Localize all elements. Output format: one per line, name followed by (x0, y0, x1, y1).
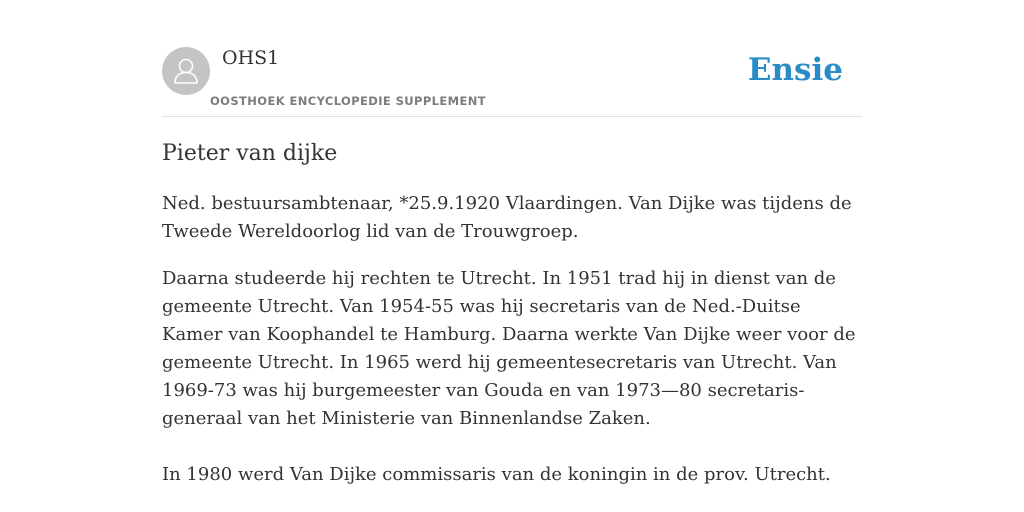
article-title: Pieter van dijke (162, 141, 338, 166)
ensie-logo[interactable]: Ensie (747, 52, 843, 88)
article-paragraph: Ned. bestuursambtenaar, *25.9.1920 Vlaardingen. Van Dijke was tijdens de Tweede Wereldoorlog lid van de Trouwgroep. (162, 193, 852, 242)
author-name[interactable]: OHS1 (222, 47, 280, 69)
user-icon (162, 47, 210, 95)
article-content (162, 139, 862, 508)
avatar[interactable] (162, 47, 210, 95)
article-header (162, 40, 862, 117)
article-paragraph: Daarna studeerde hij rechten te Utrecht. In 1951 trad hij in dienst van de gemeente Utrecht. Van 1954-55 was hij secretaris van de Ned.-Duitse Kamer van Koophandel te Hamburg. Daarna werkte Van Dijke weer voor de gemeente Utrecht. In 1965 werd hij gemeentesecretaris van Utrecht. Van 1969-73 was hij burgemeester van Gouda en van 1973—80 secretaris-generaal van het Ministerie van Binnenlandse Zaken. (162, 268, 856, 429)
source-label[interactable]: OOSTHOEK ENCYCLOPEDIE SUPPLEMENT (210, 94, 487, 108)
article-paragraph: In 1980 werd Van Dijke commissaris van de koningin in de prov. Utrecht. (162, 464, 831, 485)
